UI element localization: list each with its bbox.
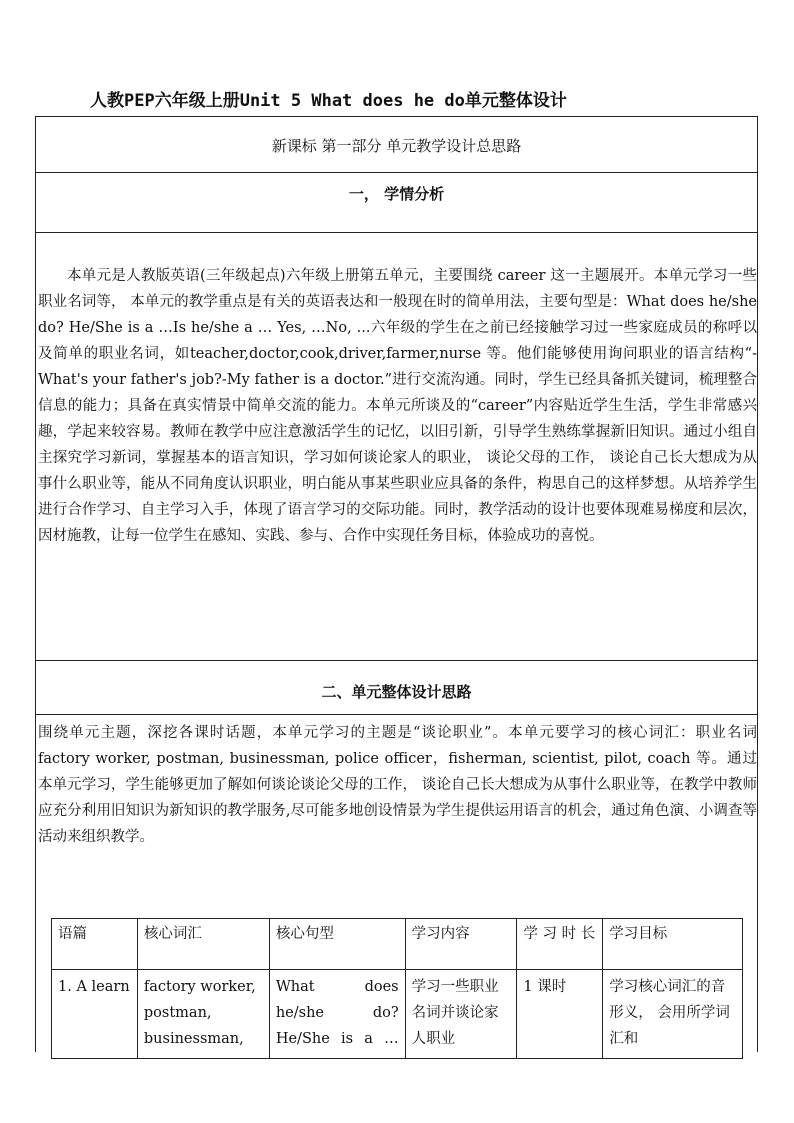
- heading-unit-design: 二、单元整体设计思路: [321, 683, 472, 701]
- cell-text: What does he/she do? He/She is a …: [275, 979, 399, 1047]
- heading-student-analysis: 一， 学情分析: [348, 185, 445, 203]
- lesson-plan-table: [51, 918, 743, 1059]
- table-cell: [137, 970, 269, 1059]
- cell-text: 学习一些职业名词并谈论家人职业: [411, 979, 499, 1047]
- student-analysis-paragraph: [38, 263, 757, 549]
- paragraph-text: 本单元是人教版英语(三年级起点)六年级上册第五单元，主要围绕 career 这一主题展开。本单元学习一些职业名词等， 本单元的教学重点是有关的英语表达和一般现在时的简单用法，主要句型是：What does he/she do? He/She is a …Is he/she a … Yes, …No, ...六年级的学生在之前已经接触学习过一些家庭成员的称呼以及简单的职业名词，如teacher,doctor,cook,driver,farmer,nurse 等。他们能够使用询问职业的语言结构“-What's your father's job?-My father is a doctor.”进行交流沟通。同时，学生已经具备抓关键词，梳理整合信息的能力；具备在真实情景中简单交流的能力。本单元所谈及的“career”内容贴近学生生活，学生非常感兴趣，学起来较容易。教师在教学中应注意激活学生的记忆，以旧引新，引导学生熟练掌握新旧知识。通过小组自主探究学习新词，掌握基本的语言知识，学习如何谈论家人的职业， 谈论父母的工作， 谈论自己长大想成为从事什么职业等，能从不同角度认识职业，明白能从事某些职业应具备的条件，构思自己的这样梦想。从培养学生进行合作学习、自主学习入手，体现了语言学习的交际功能。同时，教学活动的设计也要体现难易梯度和层次，因材施教，让每一位学生在感知、实践、参与、合作中实现任务目标，体验成功的喜悦。: [38, 268, 757, 544]
- table-cell: [603, 970, 743, 1059]
- header-cell: 语篇: [52, 919, 138, 970]
- divider: [36, 714, 757, 715]
- table-header-row: [52, 919, 743, 970]
- header-cell: 核心句型: [269, 919, 405, 970]
- divider: [36, 660, 757, 661]
- header-cell: 核心词汇: [137, 919, 269, 970]
- cell-text: factory worker, postman, businessman,: [143, 979, 256, 1047]
- cell-text: 1. A learn: [58, 979, 130, 995]
- design-table: [35, 116, 758, 1052]
- table-cell: [52, 970, 138, 1059]
- cell-text: 学习核心词汇的音形义， 会用所学词汇和: [609, 979, 730, 1047]
- paragraph-text: 围绕单元主题，深挖各课时话题，本单元学习的主题是“谈论职业”。本单元要学习的核心词汇：职业名词 factory worker, postman, businessman, police officer，fisherman, scientist, pilot, coach 等。通过本单元学习，学生能够更加了解如何谈论谈论父母的工作， 谈论自己长大想成为从事什么职业等，在教学中教师应充分利用旧知识为新知识的教学服务,尽可能多地创设情景为学生提供运用语言的机会，通过角色演、小调查等活动来组织教学。: [38, 725, 757, 845]
- unit-design-paragraph: [38, 720, 757, 850]
- divider: [36, 232, 757, 233]
- table-cell: [269, 970, 405, 1059]
- header-cell: 学习内容: [405, 919, 517, 970]
- table-row: [52, 970, 743, 1059]
- header-cell: 学习目标: [603, 919, 743, 970]
- table-cell: [517, 970, 603, 1059]
- table-cell: [405, 970, 517, 1059]
- header-cell: 学 习 时 长: [517, 919, 603, 970]
- cell-text: 1 课时: [523, 979, 567, 995]
- document-title: 人教PEP六年级上册Unit 5 What does he do单元整体设计: [90, 91, 567, 111]
- divider: [36, 172, 757, 173]
- banner-text: 新课标 第一部分 单元教学设计总思路: [271, 137, 522, 155]
